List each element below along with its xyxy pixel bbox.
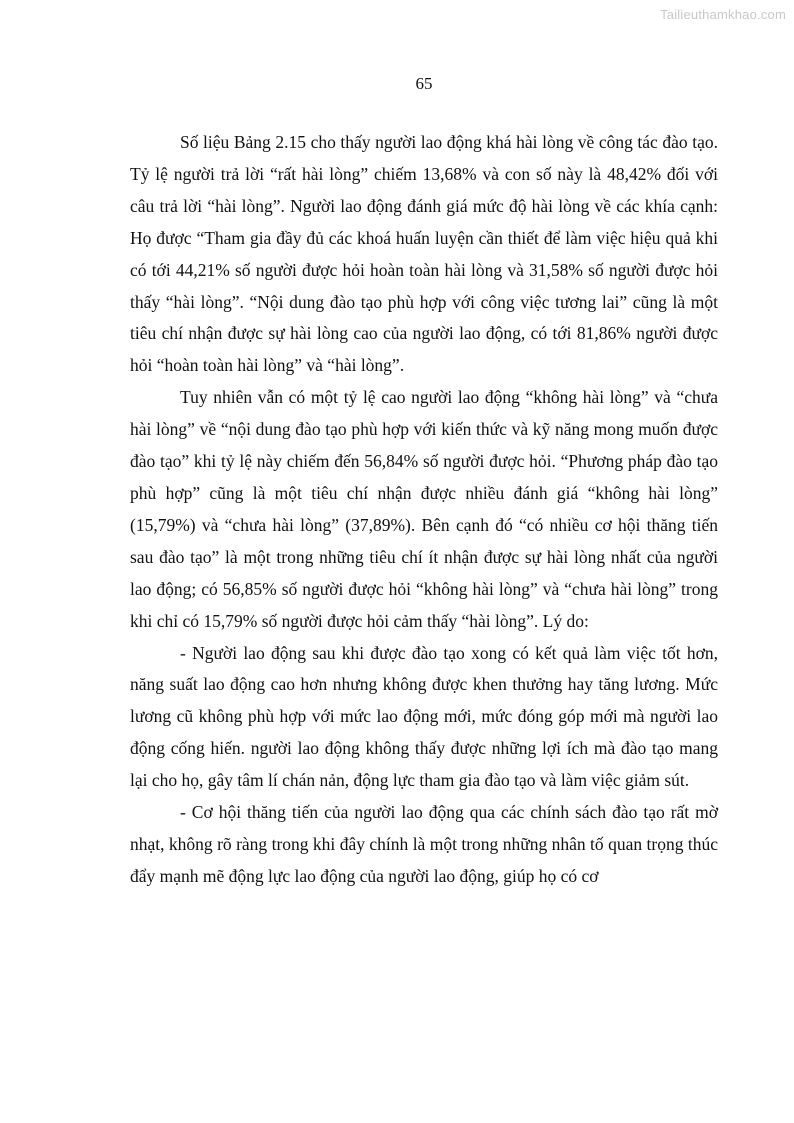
page-number: 65 — [415, 74, 433, 93]
document-body — [130, 127, 718, 893]
bullet-paragraph-2: - Cơ hội thăng tiến của người lao động qua các chính sách đào tạo rất mờ nhạt, không rõ ràng trong khi đây chính là một trong những nhân tố quan trọng thúc đẩy mạnh mẽ động lực lao động của người lao động, giúp họ có cơ — [130, 802, 718, 886]
paragraph-1: Số liệu Bảng 2.15 cho thấy người lao động khá hài lòng về công tác đào tạo. Tỷ lệ người trả lời “rất hài lòng” chiếm 13,68% và con số này là 48,42% đối với câu trả lời “hài lòng”. Người lao động đánh giá mức độ hài lòng về các khía cạnh: Họ được “Tham gia đầy đủ các khoá huấn luyện cần thiết để làm việc hiệu quả khi có tới 44,21% số người được hỏi hoàn toàn hài lòng và 31,58% số người được hỏi thấy “hài lòng”. “Nội dung đào tạo phù hợp với công việc tương lai” cũng là một tiêu chí nhận được sự hài lòng cao của người lao động, có tới 81,86% người được hỏi “hoàn toàn hài lòng” và “hài lòng”. — [130, 132, 718, 376]
watermark-text: Tailieuthamkhao.com — [660, 7, 786, 22]
bullet-paragraph-1: - Người lao động sau khi được đào tạo xong có kết quả làm việc tốt hơn, năng suất lao động cao hơn nhưng không được khen thưởng hay tăng lương. Mức lương cũ không phù hợp với mức lao động mới, mức đóng góp mới mà người lao động cống hiến. người lao động không thấy được những lợi ích mà đào tạo mang lại cho họ, gây tâm lí chán nản, động lực tham gia đào tạo và làm việc giảm sút. — [130, 642, 718, 791]
paragraph-2: Tuy nhiên vẫn có một tỷ lệ cao người lao động “không hài lòng” và “chưa hài lòng” về “nội dung đào tạo phù hợp với kiến thức và kỹ năng mong muốn được đào tạo” khi tỷ lệ này chiếm đến 56,84% số người được hỏi. “Phương pháp đào tạo phù hợp” cũng là một tiêu chí nhận được nhiều đánh giá “không hài lòng” (15,79%) và “chưa hài lòng” (37,89%). Bên cạnh đó “có nhiều cơ hội thăng tiến sau đào tạo” là một trong những tiêu chí ít nhận được sự hài lòng nhất của người lao động; có 56,85% số người được hỏi “không hài lòng” và “chưa hài lòng” trong khi chỉ có 15,79% số người được hỏi cảm thấy “hài lòng”. Lý do: — [130, 387, 718, 631]
